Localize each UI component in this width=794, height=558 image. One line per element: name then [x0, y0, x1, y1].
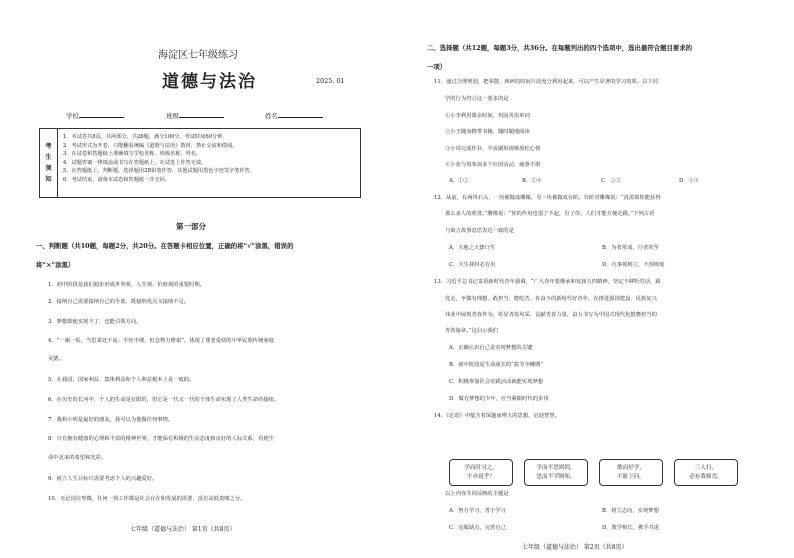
q11-option-c: C．②③: [601, 178, 621, 184]
quote-line: 思而不学则殆。: [536, 474, 576, 480]
q11-stem-cont: 学的行为符合这一要求的是: [445, 96, 509, 102]
judgement-question-4: 4．“一粥一饭，当思来处不易；半丝半缕，恒念物力维艰”，体现了尊老爱幼的中华民族传统家庭: [48, 338, 274, 344]
quote-line: 敏而好学，: [617, 465, 645, 471]
notice-label-char: 考: [45, 143, 52, 150]
judgement-question-4-cont: 美德。: [48, 356, 64, 362]
quote-line: 学而时习之，: [464, 465, 498, 471]
q11-option-b: B．①④: [522, 178, 542, 184]
q11-item: ①小李利用课余时间，巩固英语单词: [445, 113, 530, 119]
name-label: 姓名: [265, 112, 278, 120]
q11-item: ②小王随身携带书籍，随时随地阅读: [445, 129, 530, 135]
analects-quote-box: [524, 459, 588, 486]
notice-items: [63, 133, 255, 185]
q14-question: 以上内容共同反映的主题是: [445, 491, 509, 497]
q12-stem-cont: 与寓言故事意思表达一致的是: [445, 228, 514, 234]
analects-quote-box: [449, 459, 513, 486]
q12-option-a: A．天地之大德曰生: [449, 245, 496, 251]
judgement-question-2: 2．接纳自己需要接纳自己的全部，既接纳优点又接纳不足。: [48, 299, 190, 305]
q11-item: ③小周完成作业，半夜刷短视频放松心情: [445, 146, 541, 152]
page-2-footer: 七年级（道德与法治） 第2页（共8页）: [522, 544, 628, 551]
q13-option-d: D．做有梦想的少年，应当紧跟时代的步伐: [449, 396, 549, 402]
q13-stem-cont: 党走，争做有理想、敢担当、能吃苦、肯奋斗的新时代好青年，在推进强国建设、民族复兴: [445, 296, 657, 302]
judgement-question-9: 9．树立人生目标只需要考虑个人的兴趣爱好。: [48, 476, 158, 482]
q12-option-c: C．天生我材必有用: [449, 262, 496, 268]
judgement-question-6: 6．在历史的长河中，个人的生命是有限的，但正是一代又一代的个体生命实现了人类生命的接续。: [48, 397, 280, 403]
notice-item: 3．在试卷和答题纸上准确填写学校名称、班级名称、姓名。: [63, 151, 202, 158]
q13-option-b: B．初中阶段是生命成长的“拔节孕穗期”: [449, 362, 544, 368]
q14-stem: 14．《论语》中蕴含着深邃而博大的思想，启迪智慧。: [434, 413, 560, 419]
q12-option-b: B．为者常成，行者常至: [602, 245, 659, 251]
notice-label: [40, 129, 58, 197]
class-blank: [179, 111, 224, 118]
q12-stem-cont: 那么多人的欣赏。”雕像说：“你的作用也很了不起，有了你，人们才能方便走路。”下列古语: [445, 211, 655, 217]
section2-heading: 二、选择题（共12题，每题3分，共36分。在每题列出的四个选项中，选出最符合题目要求的: [427, 44, 693, 52]
class-label: 班级: [166, 112, 179, 120]
analects-quote-box: [674, 459, 738, 486]
notice-label-char: 须: [45, 165, 52, 172]
exam-district-title: 海淀区七年级练习: [158, 50, 238, 61]
exam-notice-box: [39, 128, 361, 198]
notice-item: 6．考试结束，请将本试卷和答题纸一并交回。: [63, 176, 171, 183]
q11-stem: 11．通过合理规划，把零散、琐碎的时间片段充分利用起来，可以产生显著的学习效果。以下同: [434, 79, 658, 85]
q13-stem-cont: 青春篇章。”这启示我们: [445, 328, 499, 334]
q14-option-d: D．教学相长，携手共进: [602, 525, 660, 531]
q13-option-c: C．积极参加社会实践活动就能实现梦想: [449, 379, 544, 385]
name-blank: [278, 111, 323, 118]
judgement-question-7: 7．我和小明是最好的朋友，我可以为他做任何事情。: [48, 417, 174, 423]
quote-line: 必有我师焉。: [689, 474, 723, 480]
judgement-question-8-cont: 命中更多的希望和光彩。: [48, 455, 107, 461]
judgement-question-8: 8．只有拥有健康的心理和丰富的精神世界，才能保有积极的生活态度和良好的人际关系，看到生: [48, 436, 274, 442]
section2-heading-cont: 一项）: [427, 63, 447, 71]
school-label: 学校: [66, 112, 79, 120]
class-field: [166, 111, 224, 120]
notice-item: 1．本试卷共8页，共两部分，共26题，满分100分。考试时间60分钟。: [63, 134, 228, 140]
notice-label-char: 生: [45, 154, 52, 161]
q13-stem-cont: 伟业中展现青春作为、彰显青春风采、贡献青春力量，奋力书写为中国式现代化挺膺担当的: [445, 312, 657, 318]
judgement-question-5: 5．在我国，国家利益、集体利益和个人利益根本上是一致的。: [48, 377, 195, 383]
q12-stem: 12．从前，有两块石头，一块被做成雕像，另一块被做成台阶。台阶对雕像说：“真羡慕你能获得: [434, 195, 661, 201]
q11-option-a: A．①②: [449, 178, 469, 184]
quote-line: 三人行，: [694, 465, 718, 471]
page-2: [397, 0, 794, 558]
q13-stem: 13．习近平总书记寄语新时代青年强调，“广大青年要继承和发扬五四精神，坚定不移听党话、跟: [434, 279, 661, 285]
q14-option-b: B．树立志向，实现梦想: [602, 508, 659, 514]
q14-option-c: C．克服缺点，完善自己: [449, 525, 507, 531]
notice-item: 5．在答题纸上，判断题、选择题用2B铅笔作答，其他试题用黑色字迹签字笔作答。: [63, 168, 255, 175]
quote-line: 不耻下问。: [617, 474, 645, 480]
notice-item: 4．试题答案一律填涂或书写在答题纸上，在试卷上作答无效。: [63, 159, 207, 166]
quote-line: 学而不思则罔，: [536, 465, 576, 471]
judgement-question-3: 3．梦想即使实现不了，也能引领方向。: [48, 319, 142, 325]
section1-heading: 一、判断题（共10题，每题2分，共20分。在答题卡相应位置，正确的将“√”涂黑，错误的: [36, 242, 294, 250]
name-field: [265, 111, 323, 120]
notice-item: 2．考试形式为开卷，只能翻看统编《道德与法治》教材，禁止交流和借阅。: [63, 142, 238, 149]
q13-option-a: A．正确认识自己是实现梦想的关键: [449, 345, 533, 351]
section1-heading-cont: 将“×”涂黑）: [36, 261, 75, 269]
q11-option-d: D．③④: [679, 178, 700, 184]
q14-option-a: A．努力学习，善于学习: [449, 508, 506, 514]
quote-line: 不亦说乎？: [467, 474, 495, 480]
judgement-question-1: 1．初中阶段是我们初步形成世界观、人生观、价值观的重要时期。: [48, 282, 205, 288]
q11-item: ④小张与周参加多个社团活动，疲惫不堪: [445, 162, 541, 168]
school-blank: [79, 111, 124, 118]
subject-title: 道德与法治: [162, 72, 257, 92]
q12-option-d: D．凡事预则立，不预则废: [602, 262, 665, 268]
school-field: [66, 111, 124, 120]
exam-date: 2025. 01: [316, 77, 345, 85]
judgement-question-10: 10．无论岗位卑微，任何一项工作都是社会存在和发展的需要，没有高低贵贱之分。: [48, 496, 246, 502]
notice-label-char: 知: [45, 176, 52, 183]
analects-quote-box: [599, 459, 663, 486]
page-1-footer: 七年级（道德与法治） 第1页（共8页）: [130, 526, 236, 533]
part1-title: 第一部分: [176, 222, 206, 231]
